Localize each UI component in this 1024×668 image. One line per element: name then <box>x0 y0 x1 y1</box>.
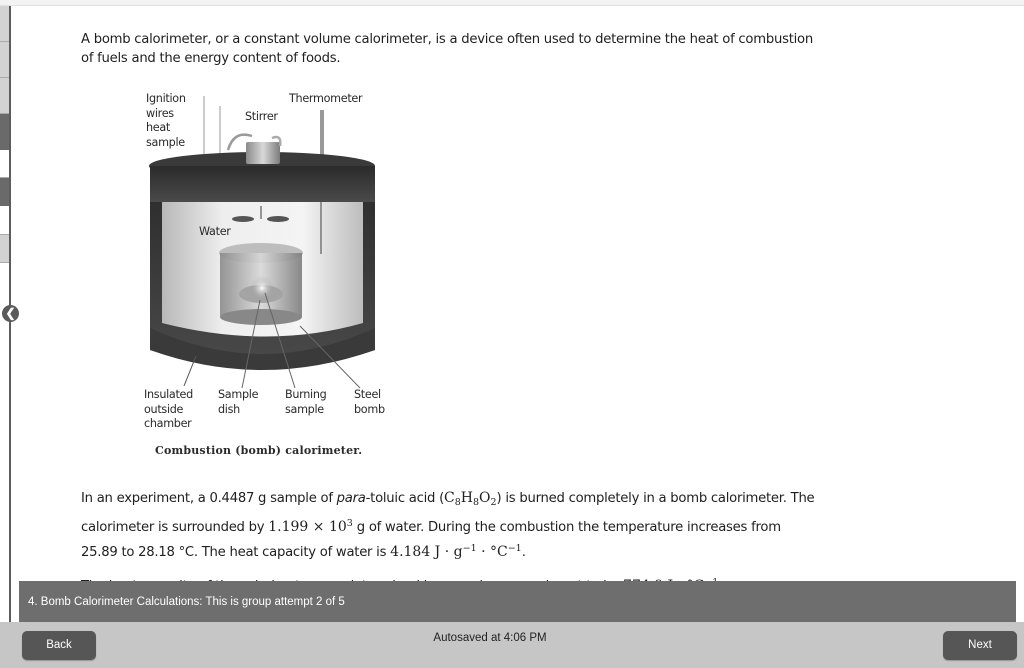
label-steel-bomb: Steel bomb <box>354 388 385 416</box>
group-attempt-bar <box>19 581 1016 622</box>
sidebar-tab-8[interactable] <box>0 235 9 263</box>
back-button[interactable]: Back <box>22 631 96 660</box>
intro-text <box>81 30 841 68</box>
next-button[interactable]: Next <box>943 631 1017 660</box>
calorimeter-diagram <box>140 88 400 468</box>
label-burning-sample: Burning sample <box>285 388 327 416</box>
sidebar-tab-5[interactable] <box>0 150 9 178</box>
label-insulated-chamber: Insulated outside chamber <box>144 388 193 430</box>
problem-line-3: 25.89 to 28.18 °C. The heat capacity of water is 4.184 $J \cdot g^{-1} \cdot ^\circ C^{-1}$. <box>81 543 526 560</box>
problem-line-1: In an experiment, a 0.4487 g sample of para-toluic acid $(C_8H_8O_2)$ is burned completely in a bomb calorimeter. The <box>81 490 815 508</box>
group-attempt-text: 4. Bomb Calorimeter Calculations: This is group attempt 2 of 5 <box>28 596 345 608</box>
sidebar-tab-3[interactable] <box>0 78 9 114</box>
top-bar <box>0 0 1024 6</box>
label-ignition-wires: Ignition wires heat sample <box>146 92 186 149</box>
sidebar-tab-6[interactable] <box>0 178 9 206</box>
collapse-sidebar-button[interactable] <box>2 305 19 322</box>
chevron-left-icon: ❮ <box>5 306 16 320</box>
figure-caption: Combustion (bomb) calorimeter. <box>155 444 363 457</box>
intro-line-1: A bomb calorimeter, or a constant volume calorimeter, is a device often used to determine the heat of combustion <box>81 32 813 47</box>
label-stirrer: Stirrer <box>245 110 278 123</box>
label-water: Water <box>199 225 231 238</box>
footer-nav <box>0 622 1024 668</box>
problem-line-2: calorimeter is surrounded by $1.199 \times 10^3$ g of water. During the combustion the temperature increases from <box>81 518 781 535</box>
sidebar-tab-1[interactable] <box>0 6 9 42</box>
label-thermometer: Thermometer <box>289 92 363 105</box>
sidebar-tab-4-active[interactable] <box>0 114 9 150</box>
formula-para-toluic-acid: $C_8H_8O_2$ <box>443 490 497 508</box>
intro-line-2: of fuels and the energy content of foods. <box>81 51 341 66</box>
sidebar-tab-2[interactable] <box>0 42 9 78</box>
autosave-status: Autosaved at 4:06 PM <box>433 632 547 644</box>
sidebar-tab-7[interactable] <box>0 206 9 235</box>
label-sample-dish: Sample dish <box>218 388 259 416</box>
